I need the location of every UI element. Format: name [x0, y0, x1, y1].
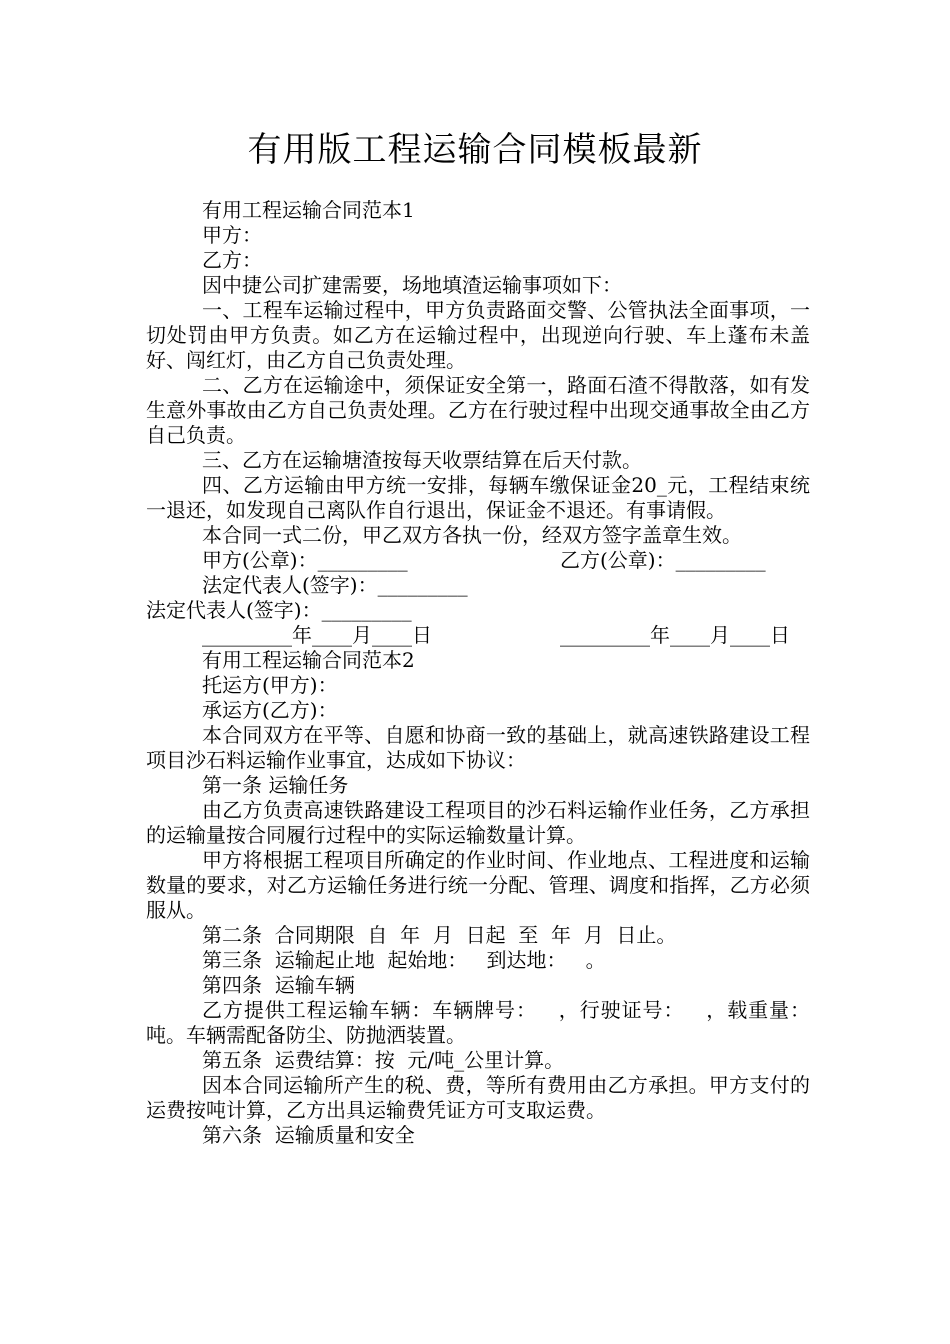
- article-4-paragraph-1: 乙方提供工程运输车辆：车辆牌号： ，行驶证号： ，载重量： 吨。车辆需配备防尘、防抛洒装置。: [146, 998, 823, 1047]
- article-1-paragraph-1: 由乙方负责高速铁路建设工程项目的沙石料运输作业任务，乙方承担的运输量按合同履行过程中的实际运输数量计算。: [146, 798, 810, 847]
- document-body: [146, 198, 823, 1148]
- party-b-date: _________年____月____日: [560, 623, 790, 647]
- article-4-title: 第四条 运输车辆: [202, 973, 355, 997]
- sample1-clause-4: 四、乙方运输由甲方统一安排，每辆车缴保证金20_元，工程结束统一退还，如发现自己离队作自行退出，保证金不退还。有事请假。: [146, 473, 810, 522]
- article-2: 第二条 合同期限 自 年 月 日起 至 年 月 日止。: [202, 923, 677, 947]
- document-title: 有用版工程运输合同模板最新: [247, 130, 703, 170]
- signature-seal-row: [146, 548, 810, 573]
- article-6-title: 第六条 运输质量和安全: [202, 1123, 415, 1147]
- sample1-clause-1: 一、工程车运输过程中，甲方负责路面交警、公管执法全面事项，一切处罚由甲方负责。如乙方在运输过程中，出现逆向行驶、车上蓬布未盖好、闯红灯，由乙方自己负责处理。: [146, 298, 810, 372]
- sample1-intro: 因中捷公司扩建需要，场地填渣运输事项如下：: [202, 273, 622, 297]
- party-a-seal: 甲方(公章)：_________: [202, 548, 408, 572]
- sample1-clause-2: 二、乙方在运输途中，须保证安全第一，路面石渣不得散落，如有发生意外事故由乙方自己负责处理。乙方在行驶过程中出现交通事故全由乙方自己负责。: [146, 373, 810, 447]
- article-5: 第五条 运费结算：按 元/吨_公里计算。: [202, 1048, 565, 1072]
- article-3: 第三条 运输起止地 起始地： 到达地： 。: [202, 948, 606, 972]
- article-5-paragraph-1: 因本合同运输所产生的税、费，等所有费用由乙方承担。甲方支付的运费按吨计算，乙方出具运输费凭证方可支取运费。: [146, 1073, 810, 1122]
- party-b-seal: 乙方(公章)：_________: [560, 548, 766, 572]
- signature-rep-row: [146, 573, 810, 623]
- party-a-line: 甲方：: [202, 223, 262, 247]
- party-b-representative: 法定代表人(签字)：_________: [146, 598, 412, 622]
- party-a-date: _________年____月____日: [202, 623, 432, 647]
- carrier-line: 承运方(乙方)：: [202, 698, 338, 722]
- sample1-heading: 有用工程运输合同范本1: [202, 198, 415, 222]
- sample2-intro: 本合同双方在平等、自愿和协商一致的基础上，就高速铁路建设工程项目沙石料运输作业事宜，达成如下协议：: [146, 723, 810, 772]
- sample1-clause-3: 三、乙方在运输塘渣按每天收票结算在后天付款。: [202, 448, 642, 472]
- signature-date-row: [146, 623, 810, 648]
- sample1-copies: 本合同一式二份，甲乙双方各执一份，经双方签字盖章生效。: [202, 523, 742, 547]
- article-1-title: 第一条 运输任务: [202, 773, 349, 797]
- party-b-line: 乙方：: [202, 248, 262, 272]
- sample2-heading: 有用工程运输合同范本2: [202, 648, 415, 672]
- party-a-representative: 法定代表人(签字)：_________: [202, 573, 468, 597]
- article-1-paragraph-2: 甲方将根据工程项目所确定的作业时间、作业地点、工程进度和运输数量的要求，对乙方运输任务进行统一分配、管理、调度和指挥，乙方必须服从。: [146, 848, 810, 922]
- shipper-line: 托运方(甲方)：: [202, 673, 338, 697]
